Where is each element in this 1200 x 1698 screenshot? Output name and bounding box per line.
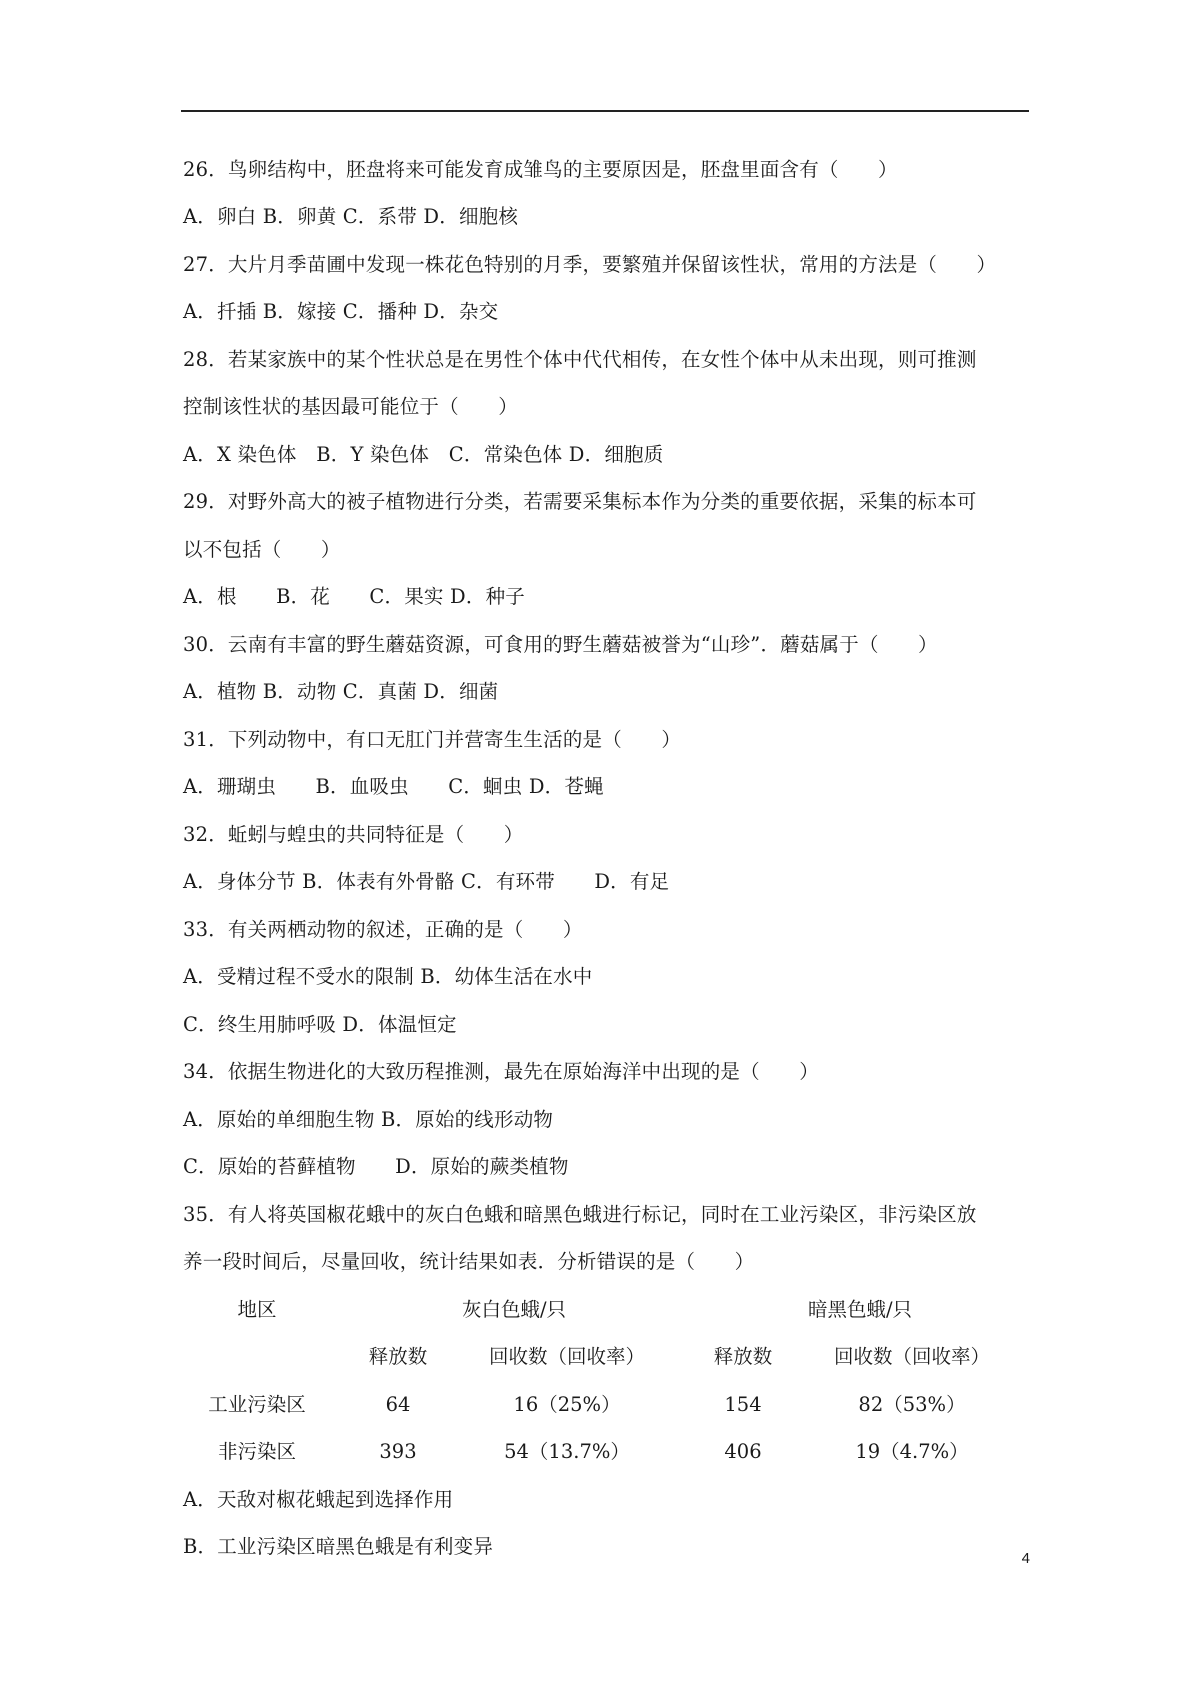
table-cell: 工业污染区	[208, 1393, 306, 1416]
table-subheader-released: 释放数	[713, 1345, 773, 1368]
question-31-stem: 31．下列动物中，有口无肛门并营寄生生活的是（ ）	[183, 728, 682, 751]
question-29-stem: 29．对野外高大的被子植物进行分类，若需要采集标本作为分类的重要依据，采集的标本可	[183, 490, 977, 513]
question-33-options-2: C．终生用肺呼吸 D．体温恒定	[183, 1013, 457, 1036]
page-number: 4	[1021, 1550, 1030, 1567]
table-subheader-recaptured: 回收数（回收率）	[833, 1345, 991, 1368]
question-26-stem: 26．鸟卵结构中，胚盘将来可能发育成雏鸟的主要原因是，胚盘里面含有（ ）	[183, 158, 898, 181]
table-header-gray-moth: 灰白色蛾/只	[461, 1298, 567, 1321]
question-33-stem: 33．有关两栖动物的叙述，正确的是（ ）	[183, 918, 583, 941]
table-subheader-released: 释放数	[368, 1345, 428, 1368]
question-28-options: A．X 染色体 B．Y 染色体 C．常染色体 D．细胞质	[183, 443, 664, 466]
question-30-options: A．植物 B．动物 C．真菌 D．细菌	[183, 680, 499, 703]
table-subheader-recaptured: 回收数（回收率）	[488, 1345, 646, 1368]
question-28-stem: 28．若某家族中的某个性状总是在男性个体中代代相传，在女性个体中从未出现，则可推测	[183, 348, 977, 371]
question-26-options: A．卵白 B．卵黄 C．系带 D．细胞核	[183, 205, 519, 228]
question-35-stem: 35．有人将英国椒花蛾中的灰白色蛾和暗黑色蛾进行标记，同时在工业污染区，非污染区放	[183, 1203, 977, 1226]
table-header-dark-moth: 暗黑色蛾/只	[807, 1298, 913, 1321]
question-35-option-b: B．工业污染区暗黑色蛾是有利变异	[183, 1535, 494, 1558]
question-29-stem-cont: 以不包括（ ）	[183, 538, 341, 561]
table-cell: 82（53%）	[858, 1393, 966, 1416]
question-29-options: A．根 B．花 C．果实 D．种子	[183, 585, 525, 608]
question-31-options: A．珊瑚虫 B．血吸虫 C．蛔虫 D．苍蝇	[183, 775, 604, 798]
table-cell: 非污染区	[217, 1440, 297, 1463]
question-34-stem: 34．依据生物进化的大致历程推测，最先在原始海洋中出现的是（ ）	[183, 1060, 819, 1083]
table-cell: 154	[724, 1393, 762, 1416]
question-28-stem-cont: 控制该性状的基因最可能位于（ ）	[183, 395, 518, 418]
question-35-stem-cont: 养一段时间后，尽量回收，统计结果如表．分析错误的是（ ）	[183, 1250, 755, 1273]
header-rule	[181, 110, 1029, 112]
table-cell: 19（4.7%）	[855, 1440, 969, 1463]
question-27-options: A．扦插 B．嫁接 C．播种 D．杂交	[183, 300, 499, 323]
question-34-options-1: A．原始的单细胞生物 B．原始的线形动物	[183, 1108, 554, 1131]
question-35-option-a: A．天敌对椒花蛾起到选择作用	[183, 1488, 454, 1511]
question-30-stem: 30．云南有丰富的野生蘑菇资源，可食用的野生蘑菇被誉为“山珍”．蘑菇属于（ ）	[183, 633, 938, 656]
table-cell: 393	[379, 1440, 417, 1463]
question-32-stem: 32．蚯蚓与蝗虫的共同特征是（ ）	[183, 823, 524, 846]
question-34-options-2: C．原始的苔藓植物 D．原始的蕨类植物	[183, 1155, 569, 1178]
question-27-stem: 27．大片月季苗圃中发现一株花色特别的月季，要繁殖并保留该性状，常用的方法是（ ）	[183, 253, 997, 276]
table-cell: 16（25%）	[513, 1393, 621, 1416]
table-cell: 54（13.7%）	[504, 1440, 630, 1463]
question-32-options: A．身体分节 B．体表有外骨骼 C．有环带 D．有足	[183, 870, 670, 893]
table-header-region: 地区	[237, 1298, 277, 1321]
table-cell: 406	[724, 1440, 762, 1463]
table-cell: 64	[385, 1393, 411, 1416]
question-33-options-1: A．受精过程不受水的限制 B．幼体生活在水中	[183, 965, 593, 988]
